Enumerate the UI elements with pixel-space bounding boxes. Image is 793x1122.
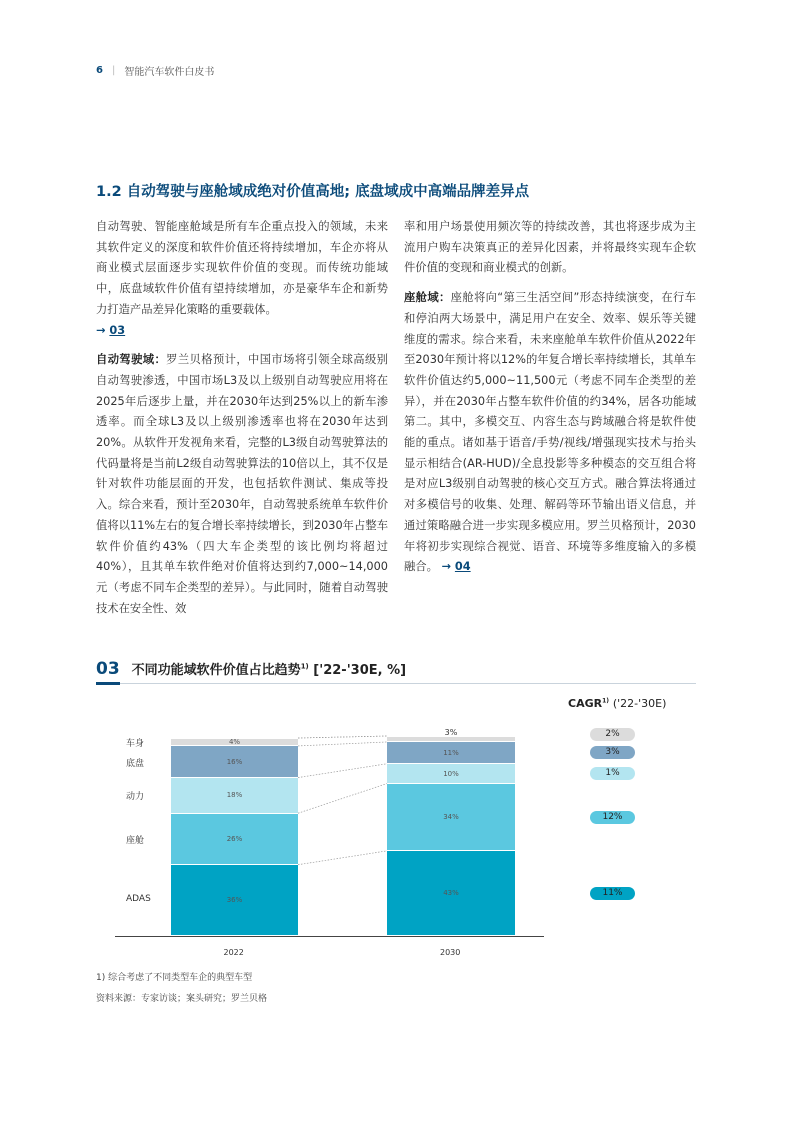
data-label: 26% (226, 834, 243, 843)
data-label: 4% (228, 737, 241, 746)
series-label: 动力 (126, 792, 145, 803)
footnote-text: 综合考虑了不同类型车企的典型车型 (108, 973, 253, 983)
figure-ref-label: 04 (454, 560, 471, 574)
intro-text: 自动驾驶、智能座舱域是所有车企重点投入的领域，未来其软件定义的深度和软件价值还将持续增加，车企亦将从商业模式层面逐步实现软件价值的变现。而传统功能域中，底盘域软件价值有望持续增加，亦是豪华车企和新势力打造产品差异化策略的重要载体。 (96, 220, 388, 316)
series-label: 底盘 (126, 758, 145, 769)
cockpit-text: 座舱将向“第三生活空间”形态持续演变，在行车和停泊两大场景中，满足用户在安全、效率、娱乐等关键维度的需求。综合来看，未来座舱单车软件价值从2022年至2030年预计将以12%的年复合增长率持续增长，其单车软件价值达约5,000~11,500元（考虑不同车企类型的差异），并在2030年占整车软件价值的约34%，居各功能域第二。其中，多模交互、内容生态与跨域融合将是软件使能的重点。诸如基于语音/手势/视线/增强现实技术与抬头显示相结合(AR-HUD)/全息投影等多种模态的交互组合将是对应L3级别自动驾驶的核心交互方式。融合算法将通过对多模信号的收集、处理、解码等环节输出语义信息，并通过策略融合进一步实现多模应用。罗兰贝格预计，2030年将初步实现综合视觉、语音、环境等多维度输入的多模融合。 (404, 291, 696, 574)
figure-title-sup: 1) (300, 662, 309, 671)
data-label: 16% (226, 757, 243, 766)
continued-paragraph: 率和用户场景使用频次等的持续改善，其也将逐步成为主流用户购车决策真正的差异化因素，并将最终实现车企软件价值的变现和商业模式的创新。 (404, 220, 696, 275)
series-label: 座舱 (126, 835, 145, 846)
x-tick-label: 2030 (440, 948, 461, 957)
data-label: 11% (443, 748, 459, 757)
document-title: 智能汽车软件白皮书 (124, 67, 215, 78)
cagr-pill: 1% (590, 767, 635, 780)
footnote-number: 1) (96, 973, 106, 983)
connector-line (298, 736, 387, 738)
series-label: 车身 (126, 738, 145, 749)
connector-line (298, 742, 387, 746)
x-axis (115, 936, 544, 937)
arrow-right-icon: → (441, 560, 451, 574)
cagr-pill: 12% (590, 811, 635, 824)
arrow-right-icon: → (96, 323, 106, 337)
data-label: 3% (444, 727, 458, 737)
cagr-period: ('22-'30E) (612, 697, 667, 710)
footnote (96, 970, 252, 983)
data-label: 43% (443, 889, 459, 898)
adas-text: 罗兰贝格预计，中国市场将引领全球高级别自动驾驶渗透，中国市场L3及以上级别自动驾驶应用将在2025年后逐步上量，并在2030年达到25%以上的新车渗透率。而全球L3及以上级别渗透率也将在2030年达到20%。从软件开发视角来看，完整的L3级自动驾驶算法的代码量将是当前L2级自动驾驶算法的10倍以上，其不仅是针对软件功能层面的开发，也包括软件测试、集成等投入。综合来看，预计至2030年，自动驾驶系统单车软件价值将以11%左右的复合增长率持续增长，到2030年占整车软件价值约43%（四大车企类型的该比例均将超过40%），且其单车软件绝对价值将达到约7,000~14,000元（考虑不同车企类型的差异）。与此同时，随着自动驾驶技术在安全性、效 (96, 353, 388, 615)
x-tick-label: 2022 (223, 948, 244, 957)
adas-heading: 自动驾驶域： (96, 353, 167, 367)
cagr-pill: 11% (590, 887, 635, 900)
figure-title-suffix: ['22-'30E, %] (313, 663, 407, 678)
connector-line (298, 784, 387, 814)
connector-line (298, 764, 387, 778)
header-divider: | (111, 65, 116, 76)
figure-number: 03 (96, 659, 120, 679)
page-number: 6 (96, 65, 103, 76)
data-label: 36% (226, 896, 243, 905)
connector-line (298, 851, 387, 865)
data-label: 34% (443, 813, 459, 822)
cockpit-heading: 座舱域： (404, 291, 451, 305)
figure-title-text: 不同功能域软件价值占比趋势 (131, 663, 301, 678)
data-label: 18% (226, 791, 243, 800)
source-note: 资料来源：专家访谈；案头研究；罗兰贝格 (96, 994, 268, 1004)
section-title: 1.2 自动驾驶与座舱域成绝对价值高地; 底盘域成中高端品牌差异点 (96, 184, 530, 200)
cagr-sup: 1) (602, 697, 610, 705)
data-label: 10% (443, 769, 459, 778)
cagr-pill: 2% (590, 728, 635, 741)
series-label: ADAS (126, 894, 151, 905)
cagr-label: CAGR (568, 697, 603, 710)
figure-ref-label: 03 (109, 323, 126, 337)
cagr-pill: 3% (590, 746, 635, 759)
